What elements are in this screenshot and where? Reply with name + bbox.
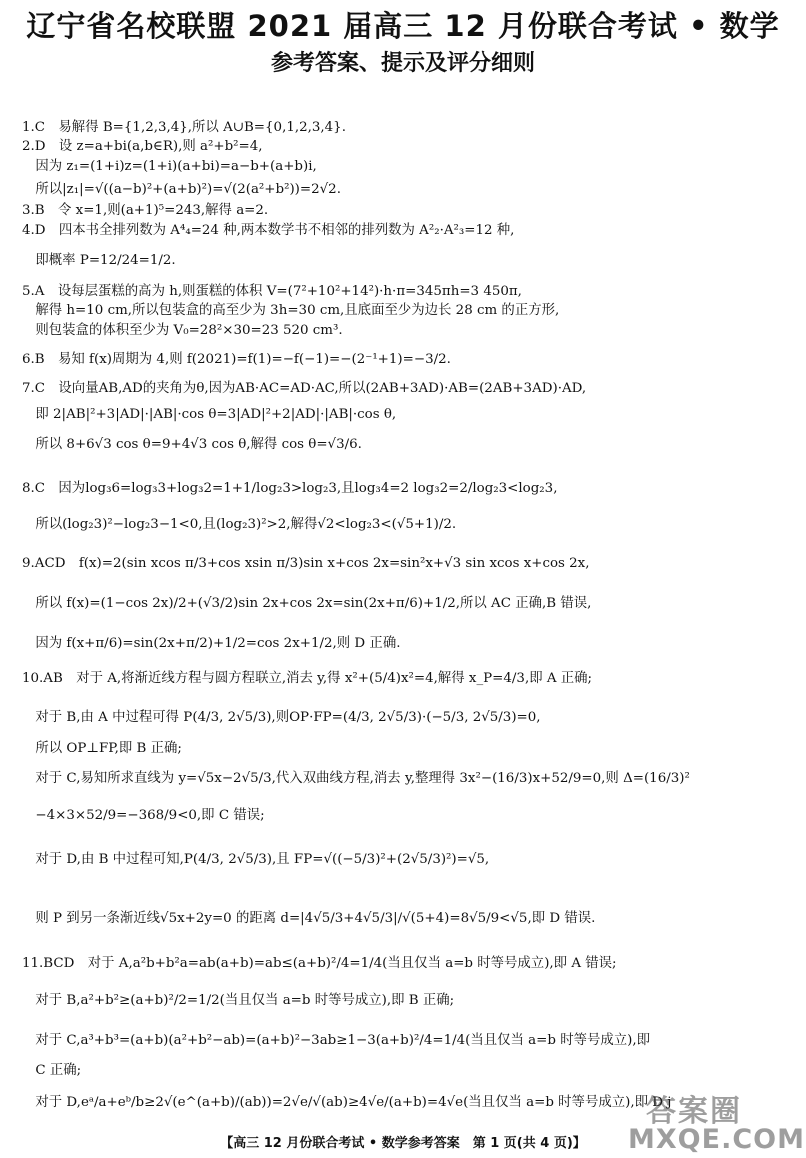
answer-line: 所以 OP⊥FP,即 B 正确; (22, 741, 182, 756)
answer-line: 10.AB 对于 A,将渐近线方程与圆方程联立,消去 y,得 x²+(5/4)x²=4,解得 x_P=4/3,即 A 正确; (22, 671, 593, 686)
answer-line: 对于 C,易知所求直线为 y=√5x−2√5/3,代入双曲线方程,消去 y,整理得 3x²−(16/3)x+52/9=0,则 Δ=(16/3)² (22, 771, 690, 786)
answer-line: 所以 f(x)=(1−cos 2x)/2+(√3/2)sin 2x+cos 2x=sin(2x+π/6)+1/2,所以 AC 正确,B 错误, (22, 596, 592, 611)
answer-line: −4×3×52/9=−368/9<0,即 C 错误; (22, 808, 265, 823)
answer-line: 所以 8+6√3 cos θ=9+4√3 cos θ,解得 cos θ=√3/6. (22, 437, 362, 452)
page-title: 辽宁省名校联盟 2021 届高三 12 月份联合考试 • 数学 (26, 9, 780, 43)
answer-line: 11.BCD 对于 A,a²b+b²a=ab(a+b)=ab≤(a+b)²/4=1/4(当且仅当 a=b 时等号成立),即 A 错误; (22, 956, 617, 971)
answer-line: 6.B 易知 f(x)周期为 4,则 f(2021)=f(1)=−f(−1)=−(2⁻¹+1)=−3/2. (22, 352, 451, 367)
page-footer: 【高三 12 月份联合考试 • 数学参考答案 第 1 页(共 4 页)】 (220, 1136, 586, 1151)
page-subtitle: 参考答案、提示及评分细则 (270, 51, 535, 76)
answer-line: 解得 h=10 cm,所以包装盒的高至少为 3h=30 cm,且底面至少为边长 28 cm 的正方形, (22, 303, 560, 318)
watermark-logo (628, 1086, 805, 1156)
answer-line: 8.C 因为log₃6=log₃3+log₃2=1+1/log₂3>log₂3,且log₃4=2 log₃2=2/log₂3<log₂3, (22, 481, 558, 496)
answer-line: 所以(log₂3)²−log₂3−1<0,且(log₂3)²>2,解得√2<log₂3<(√5+1)/2. (22, 517, 457, 532)
answer-line: 则包装盒的体积至少为 V₀=28²×30=23 520 cm³. (22, 323, 343, 338)
answer-line: 即概率 P=12/24=1/2. (22, 253, 176, 268)
answer-line: 3.B 令 x=1,则(a+1)⁵=243,解得 a=2. (22, 203, 269, 218)
answer-line: 所以|z₁|=√((a−b)²+(a+b)²)=√(2(a²+b²))=2√2. (22, 182, 341, 197)
watermark-cn: 答案圈 (646, 1094, 742, 1129)
answer-line: 4.D 四本书全排列数为 A⁴₄=24 种,两本数学书不相邻的排列数为 A²₂·A²₃=12 种, (22, 223, 515, 238)
answer-line: 7.C 设向量AB,AD的夹角为θ,因为AB·AC=AD·AC,所以(2AB+3AD)·AB=(2AB+3AD)·AD, (22, 381, 587, 396)
answer-line: 对于 B,由 A 中过程可得 P(4/3, 2√5/3),则OP·FP=(4/3, 2√5/3)·(−5/3, 2√5/3)=0, (22, 710, 541, 725)
answer-line: 2.D 设 z=a+bi(a,b∈R),则 a²+b²=4, (22, 139, 263, 154)
answer-line: 即 2|AB|²+3|AD|·|AB|·cos θ=3|AD|²+2|AD|·|AB|·cos θ, (22, 407, 397, 422)
answer-line: 则 P 到另一条渐近线√5x+2y=0 的距离 d=|4√5/3+4√5/3|/√(5+4)=8√5/9<√5,即 D 错误. (22, 911, 596, 926)
answer-line: 1.C 易解得 B={1,2,3,4},所以 A∪B={0,1,2,3,4}. (22, 120, 346, 135)
answer-line: 对于 B,a²+b²≥(a+b)²/2=1/2(当且仅当 a=b 时等号成立),即 B 正确; (22, 993, 455, 1008)
answer-line: C 正确; (22, 1063, 82, 1078)
answer-line: 因为 f(x+π/6)=sin(2x+π/2)+1/2=cos 2x+1/2,则 D 正确. (22, 636, 401, 651)
watermark-en: MXQE.COM (628, 1124, 805, 1155)
answer-line: 对于 D,由 B 中过程可知,P(4/3, 2√5/3),且 FP=√((−5/3)²+(2√5/3)²)=√5, (22, 852, 490, 867)
answer-line: 对于 C,a³+b³=(a+b)(a²+b²−ab)=(a+b)²−3ab≥1−3(a+b)²/4=1/4(当且仅当 a=b 时等号成立),即 (22, 1033, 651, 1048)
answer-line: 9.ACD f(x)=2(sin xcos π/3+cos xsin π/3)sin x+cos 2x=sin²x+√3 sin xcos x+cos 2x, (22, 556, 590, 571)
answer-line: 因为 z₁=(1+i)z=(1+i)(a+bi)=a−b+(a+b)i, (22, 159, 317, 174)
answer-line: 5.A 设每层蛋糕的高为 h,则蛋糕的体积 V=(7²+10²+14²)·h·π=345πh=3 450π, (22, 284, 522, 299)
answer-line: 对于 D,eᵃ/a+eᵇ/b≥2√(e^(a+b)/(ab))=2√e/√(ab)≥4√e/(a+b)=4√e(当且仅当 a=b 时等号成立),即 D j (22, 1095, 672, 1110)
